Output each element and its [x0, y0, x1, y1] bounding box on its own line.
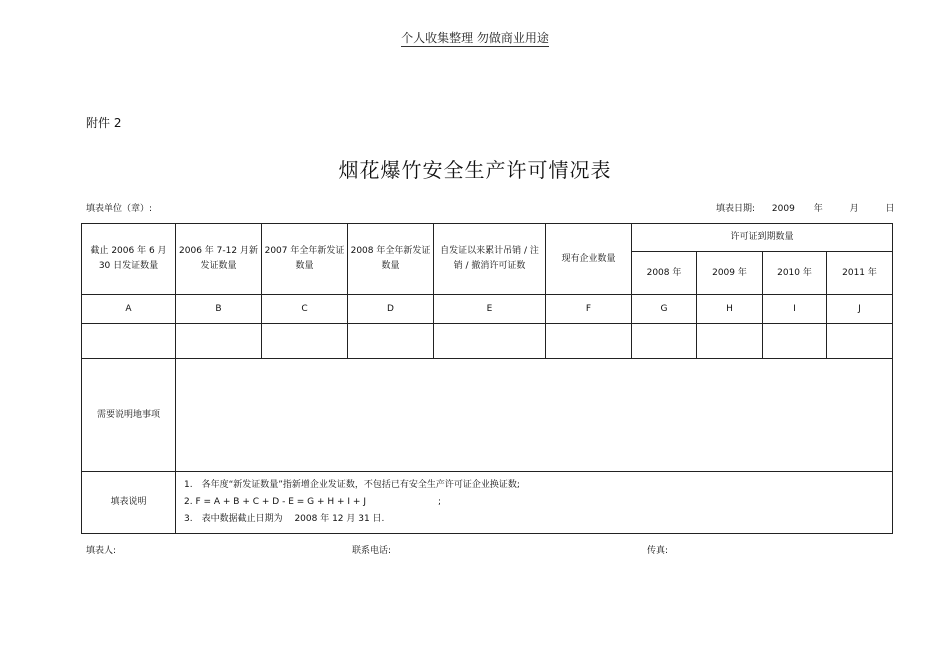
- filler-label: 填表人:: [86, 546, 117, 556]
- document-title: 烟花爆竹安全生产许可情况表: [338, 158, 612, 182]
- fill-date: [716, 201, 895, 214]
- letter-g: G: [632, 295, 697, 324]
- value-cell-e[interactable]: [434, 324, 546, 359]
- attachment-label: 附件 2: [86, 116, 122, 130]
- header-expiry-2008: 2008 年: [632, 252, 697, 295]
- header-expiry-2011: 2011 年: [827, 252, 893, 295]
- letter-i: I: [763, 295, 827, 324]
- letter-e: E: [434, 295, 546, 324]
- letter-d: D: [348, 295, 434, 324]
- value-cell-i[interactable]: [763, 324, 827, 359]
- page-header-text: 个人收集整理 勿做商业用途: [401, 31, 549, 45]
- value-cell-a[interactable]: [82, 324, 176, 359]
- fill-date-year-unit: 年: [813, 204, 823, 214]
- letter-f: F: [546, 295, 632, 324]
- instruction-line-2: 2. F = A + B + C + D - E = G + H + I + J ;: [184, 497, 442, 507]
- remarks-label: 需要说明地事项: [82, 359, 176, 472]
- header-col-e: 自发证以来累计吊销 / 注销 / 撤消许可证数: [434, 224, 546, 295]
- header-col-a: 截止 2006 年 6 月 30 日发证数量: [82, 224, 176, 295]
- value-cell-d[interactable]: [348, 324, 434, 359]
- header-expiry-group: 许可证到期数量: [632, 224, 893, 252]
- instructions-cell: [176, 472, 893, 534]
- fax-label: 传真:: [647, 546, 669, 556]
- header-expiry-2010: 2010 年: [763, 252, 827, 295]
- header-col-c: 2007 年全年新发证数量: [262, 224, 348, 295]
- fill-unit-label: 填表单位（章）:: [86, 204, 153, 214]
- value-cell-c[interactable]: [262, 324, 348, 359]
- remarks-cell[interactable]: [176, 359, 893, 472]
- page-header: [0, 29, 950, 46]
- value-cell-f[interactable]: [546, 324, 632, 359]
- instruction-line-3: 3. 表中数据截止日期为 2008 年 12 月 31 日.: [184, 514, 385, 524]
- fill-date-day-unit: 日: [885, 204, 895, 214]
- letter-c: C: [262, 295, 348, 324]
- fill-date-label: 填表日期:: [716, 204, 756, 214]
- fill-date-month-unit: 月: [849, 204, 859, 214]
- header-col-d: 2008 年全年新发证数量: [348, 224, 434, 295]
- header-expiry-2009: 2009 年: [697, 252, 763, 295]
- instruction-line-1: 1. 各年度“新发证数量”指新增企业发证数，不包括已有安全生产许可证企业换证数;: [184, 480, 520, 490]
- letter-b: B: [176, 295, 262, 324]
- header-col-b: 2006 年 7-12 月新发证数量: [176, 224, 262, 295]
- letter-h: H: [697, 295, 763, 324]
- letter-a: A: [82, 295, 176, 324]
- value-cell-h[interactable]: [697, 324, 763, 359]
- letter-j: J: [827, 295, 893, 324]
- permit-table: [81, 223, 893, 534]
- phone-label: 联系电话:: [352, 546, 392, 556]
- value-cell-j[interactable]: [827, 324, 893, 359]
- instructions-label: 填表说明: [82, 472, 176, 534]
- value-cell-g[interactable]: [632, 324, 697, 359]
- fill-date-year: 2009: [771, 204, 795, 214]
- value-cell-b[interactable]: [176, 324, 262, 359]
- header-col-f: 现有企业数量: [546, 224, 632, 295]
